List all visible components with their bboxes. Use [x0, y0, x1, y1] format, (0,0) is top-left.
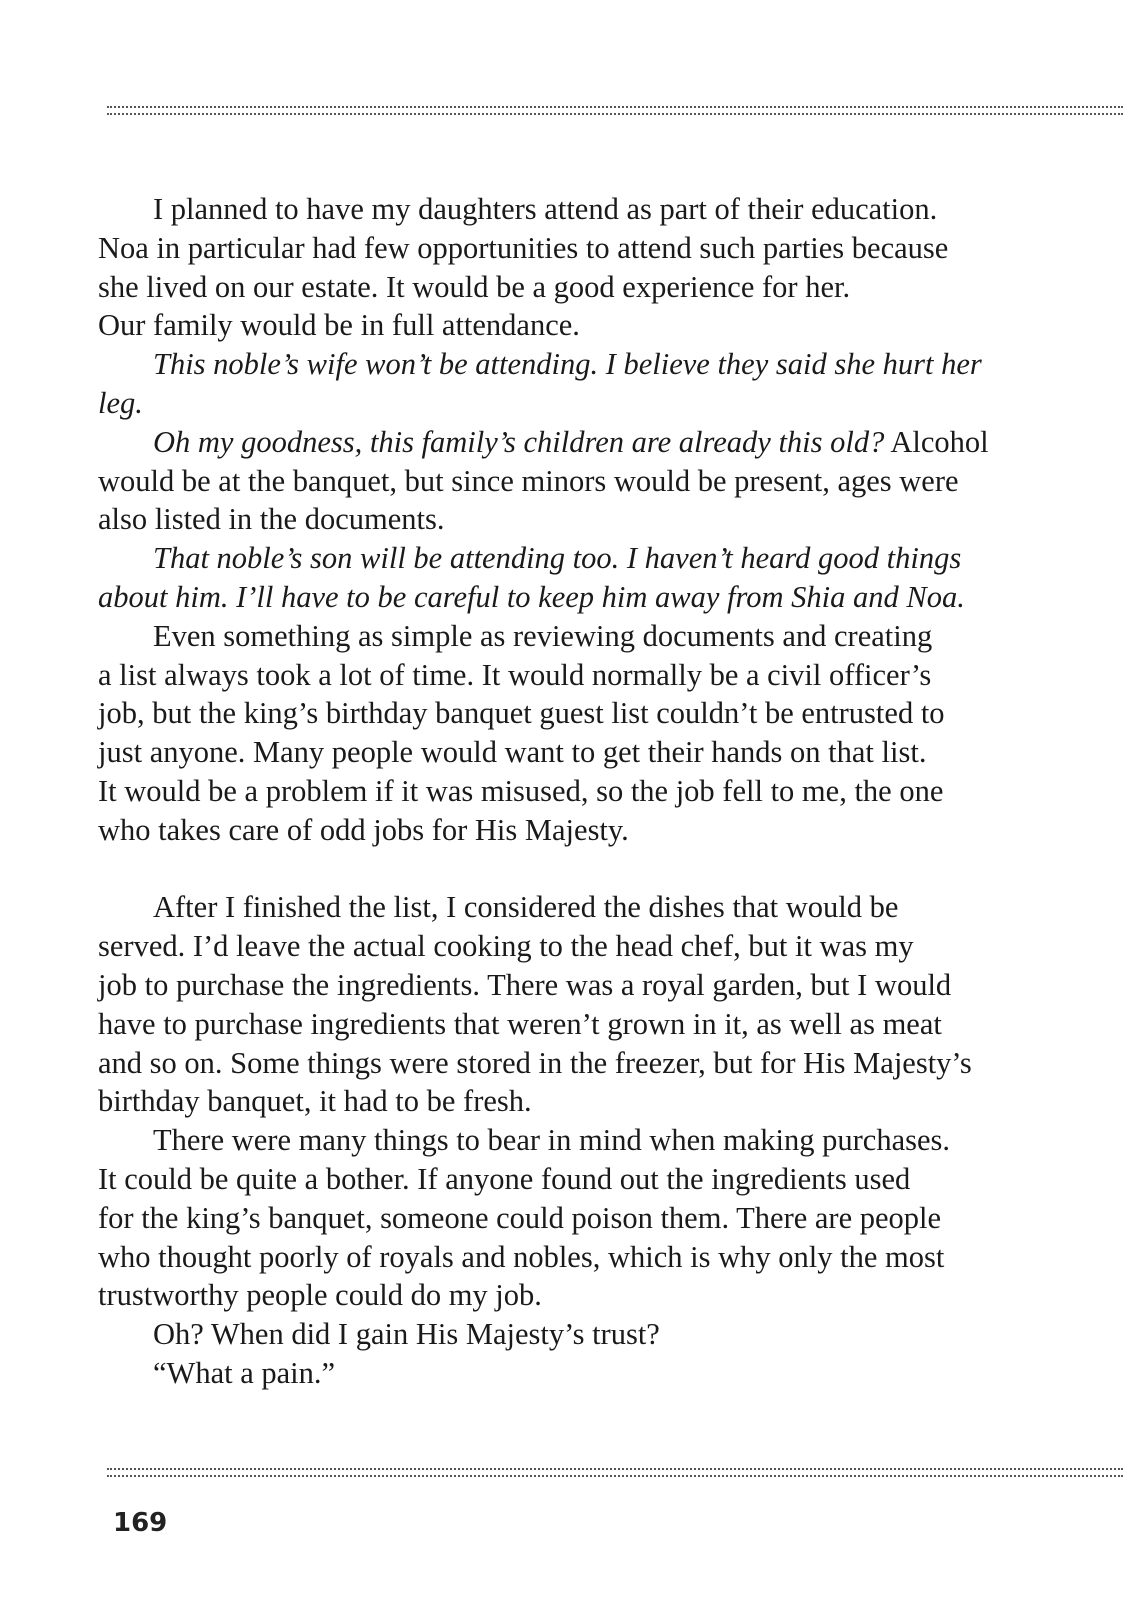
- footer-rule: [107, 1468, 1123, 1477]
- section-break: [98, 850, 988, 889]
- paragraph: [98, 306, 988, 345]
- text-line: This noble’s wife won’t be attending. I believe they said she hurt her: [153, 347, 982, 382]
- text-line: trustworthy people could do my job.: [98, 1278, 542, 1313]
- paragraph: [98, 888, 988, 1121]
- text-line: have to purchase ingredients that weren’t grown in it, as well as meat: [98, 1006, 942, 1041]
- text-line: Noa in particular had few opportunities to attend such parties because: [98, 230, 949, 265]
- text-line: about him. I’ll have to be careful to keep him away from Shia and Noa.: [98, 579, 965, 614]
- inner-thought-paragraph: [98, 539, 988, 617]
- text-line: I planned to have my daughters attend as part of their education.: [153, 192, 938, 226]
- text-line: That noble’s son will be attending too. I haven’t heard good things: [153, 541, 962, 576]
- text-line: served. I’d leave the actual cooking to the head chef, but it was my: [98, 929, 914, 964]
- inner-thought: Oh my goodness, this family’s children are already this old?: [153, 424, 885, 459]
- text-line: It would be a problem if it was misused, so the job fell to me, the one: [98, 773, 944, 808]
- text-line: [98, 423, 988, 462]
- header-rule: [107, 106, 1123, 115]
- page-number: 169: [113, 1508, 168, 1538]
- text-line: for the king’s banquet, someone could poison them. There are people: [98, 1200, 942, 1235]
- text-line: birthday banquet, it had to be fresh.: [98, 1084, 532, 1119]
- text-line: There were many things to bear in mind when making purchases.: [153, 1123, 951, 1158]
- page-body: [98, 190, 988, 1393]
- text-line: leg.: [98, 385, 143, 420]
- paragraph: [98, 190, 988, 306]
- text-line: Our family would be in full attendance.: [98, 308, 580, 343]
- text-line: Even something as simple as reviewing documents and creating: [153, 618, 933, 653]
- paragraph: [98, 423, 988, 539]
- paragraph: [98, 1354, 988, 1393]
- text-line: would be at the banquet, but since minors would be present, ages were: [98, 463, 959, 498]
- text-line: job, but the king’s birthday banquet guest list couldn’t be entrusted to: [98, 696, 945, 731]
- inner-thought-paragraph: [98, 345, 988, 423]
- text-line: job to purchase the ingredients. There was a royal garden, but I would: [98, 967, 952, 1002]
- text-line: she lived on our estate. It would be a good experience for her.: [98, 269, 851, 304]
- text-line: Oh? When did I gain His Majesty’s trust?: [153, 1317, 660, 1352]
- text-line: who takes care of odd jobs for His Majesty.: [98, 812, 629, 847]
- text-line: It could be quite a bother. If anyone found out the ingredients used: [98, 1161, 911, 1196]
- text-line: who thought poorly of royals and nobles, which is why only the most: [98, 1239, 945, 1274]
- paragraph: [98, 1315, 988, 1354]
- text-line: After I finished the list, I considered the dishes that would be: [153, 890, 899, 925]
- text-line: a list always took a lot of time. It would normally be a civil officer’s: [98, 657, 932, 692]
- text-run: Alcohol: [884, 424, 989, 459]
- paragraph: [98, 1121, 988, 1315]
- text-line: and so on. Some things were stored in the freezer, but for His Majesty’s: [98, 1045, 972, 1080]
- text-line: just anyone. Many people would want to get their hands on that list.: [98, 735, 927, 770]
- text-line: also listed in the documents.: [98, 502, 445, 537]
- dialogue-line: “What a pain.”: [153, 1355, 336, 1390]
- paragraph: [98, 617, 988, 850]
